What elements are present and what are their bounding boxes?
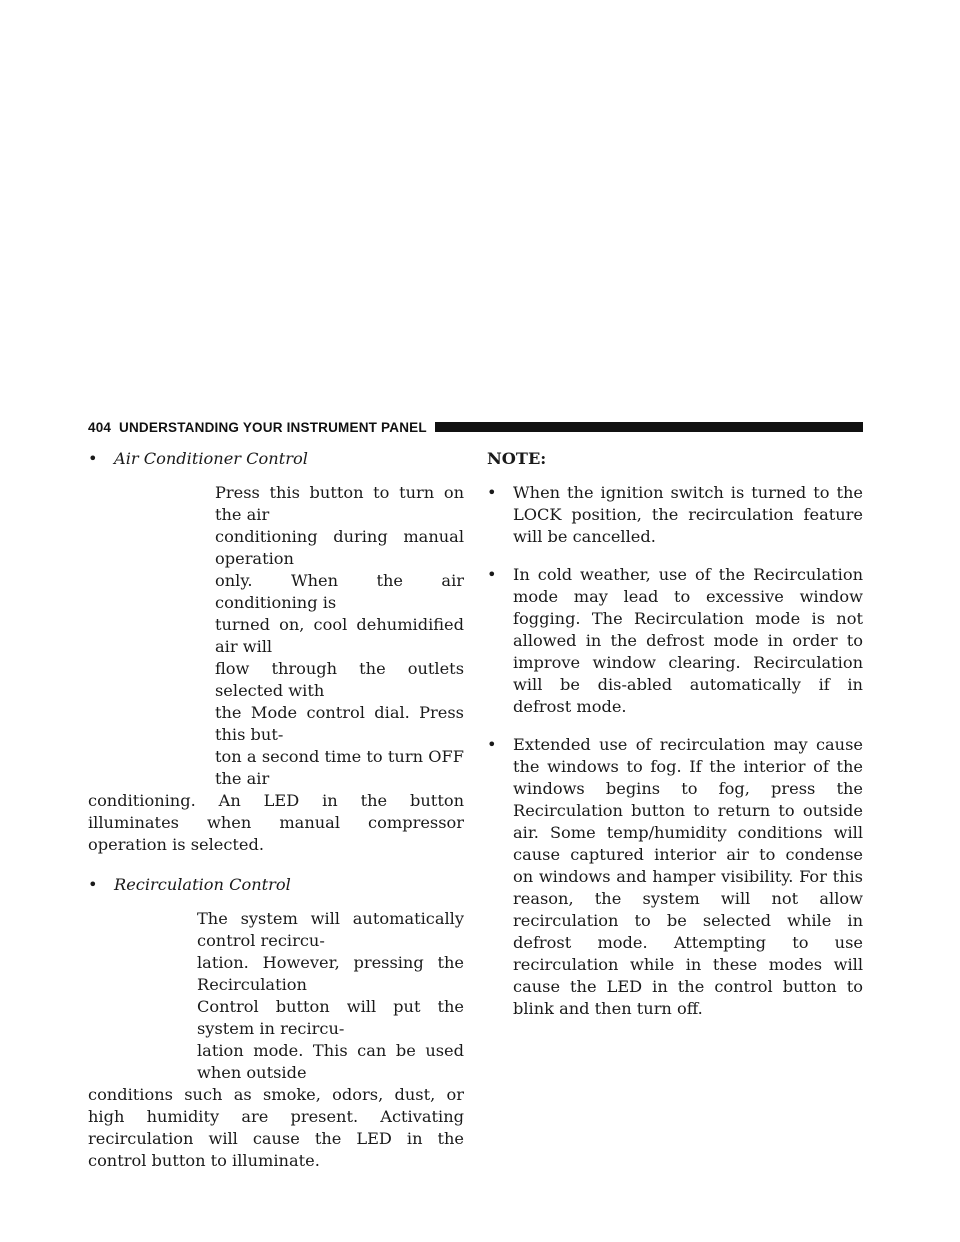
header-rule <box>435 422 863 432</box>
ac-control-title: Air Conditioner Control <box>114 449 308 468</box>
left-column <box>88 448 464 1172</box>
note-item <box>487 482 863 548</box>
page-header-text <box>88 420 427 435</box>
ac-line: Press this button to turn on the air <box>215 483 464 524</box>
bullet-icon: • <box>88 875 98 894</box>
recirc-line: The system will automatically control recircu- <box>197 909 464 950</box>
note-text: When the ignition switch is turned to the LOCK position, the recirculation feature will be cancelled. <box>513 483 863 546</box>
recirc-control-indented <box>197 908 464 1084</box>
bullet-icon: • <box>487 565 497 584</box>
ac-line: flow through the outlets selected with <box>215 659 464 700</box>
bullet-icon: • <box>88 449 98 468</box>
note-item <box>487 564 863 718</box>
recirc-line: lation. However, pressing the Recirculation <box>197 953 464 994</box>
note-item <box>487 734 863 1020</box>
note-text: In cold weather, use of the Recirculation mode may lead to excessive window fogging. The Recirculation mode is not allowed in the defrost mode in order to improve window clearing. Recirculation will be dis-abled automatically if in defrost mode. <box>513 565 863 716</box>
ac-line: ton a second time to turn OFF the air <box>215 747 464 788</box>
recirc-control-tail: conditions such as smoke, odors, dust, or high humidity are present. Activating recirculation will cause the LED in the control button to illuminate. <box>88 1085 464 1170</box>
note-text: Extended use of recirculation may cause the windows to fog. If the interior of the windows begins to fog, press the Recirculation button to return to outside air. Some temp/humidity conditions will cause captured interior air to condense on windows and hamper visibility. For this reason, the system will not allow recirculation to be selected while in defrost mode. Attempting to use recirculation while in these modes will cause the LED in the control button to blink and then turn off. <box>513 735 863 1018</box>
page-header <box>88 418 863 436</box>
note-title: NOTE: <box>487 449 547 468</box>
recirc-line: lation mode. This can be used when outside <box>197 1041 464 1082</box>
ac-line: conditioning during manual operation <box>215 527 464 568</box>
ac-control-tail: conditioning. An LED in the button illuminates when manual compressor operation is selected. <box>88 791 464 854</box>
recirc-control-title: Recirculation Control <box>114 875 291 894</box>
section-title: UNDERSTANDING YOUR INSTRUMENT PANEL <box>119 419 427 435</box>
page-number: 404 <box>88 419 112 435</box>
bullet-icon: • <box>487 735 497 754</box>
ac-control-indented <box>215 482 464 790</box>
ac-line: the Mode control dial. Press this but- <box>215 703 464 744</box>
right-column <box>487 448 863 1036</box>
bullet-icon: • <box>487 483 497 502</box>
ac-line: turned on, cool dehumidified air will <box>215 615 464 656</box>
ac-control-heading <box>88 448 464 470</box>
ac-line: only. When the air conditioning is <box>215 571 464 612</box>
recirc-line: Control button will put the system in recircu- <box>197 997 464 1038</box>
recirc-control-heading <box>88 874 464 896</box>
